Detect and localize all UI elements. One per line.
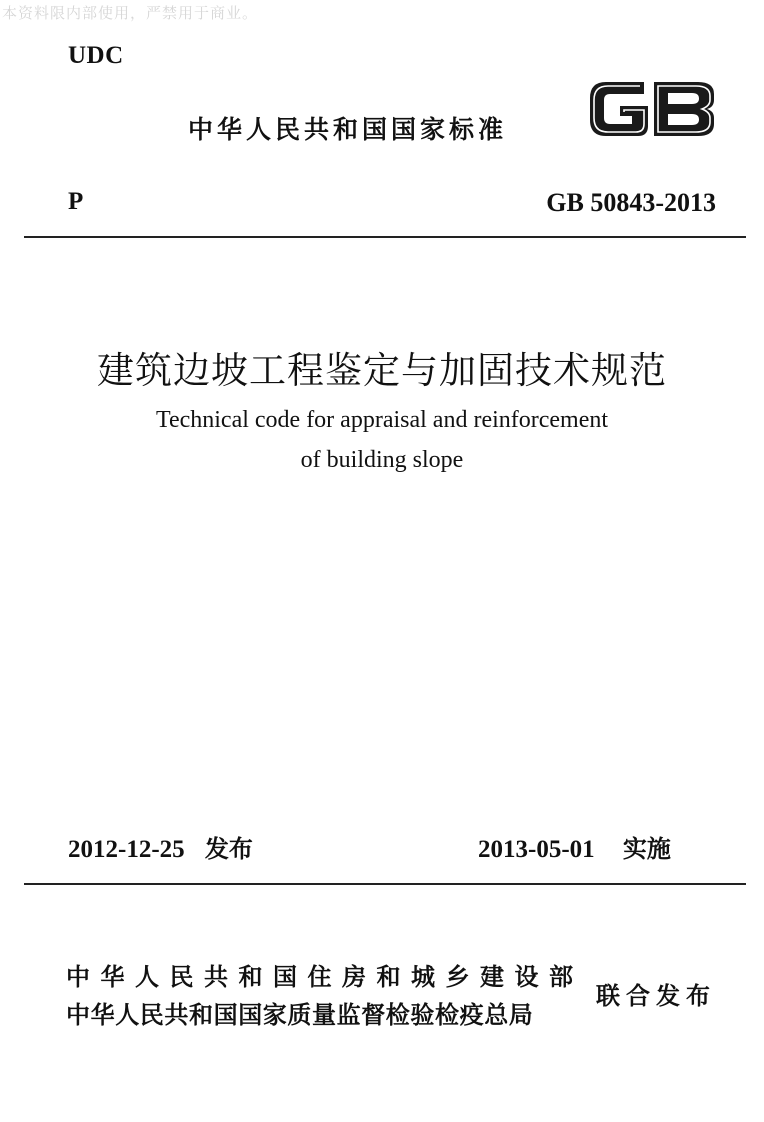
bottom-divider	[24, 883, 746, 885]
issue-date: 2012-12-25	[68, 836, 185, 863]
udc-label: UDC	[68, 42, 124, 69]
standard-type-label: 中华人民共和国国家标准	[188, 115, 508, 144]
joint-issue-label: 联合发布	[596, 982, 716, 1010]
title-english-line2: of building slope	[300, 447, 464, 473]
issuer-ministry: 中华人民共和国住房和城乡建设部	[66, 963, 584, 991]
implement-date: 2013-05-01	[478, 836, 595, 863]
issue-date-block	[68, 829, 253, 864]
issuer-aqsiq: 中华人民共和国国家质量监督检验检疫总局	[66, 1001, 534, 1029]
standard-number: GB 50843-2013	[546, 188, 716, 217]
implement-label: 实施	[622, 835, 671, 863]
watermark-text: 本资料限内部使用，严禁用于商业。	[2, 4, 259, 22]
title-english-line1: Technical code for appraisal and reinforcement	[155, 407, 609, 433]
gb-logo-icon	[586, 76, 718, 140]
implement-date-block	[478, 829, 671, 864]
top-divider	[24, 236, 746, 238]
issue-label: 发布	[204, 835, 253, 863]
classification-code: P	[68, 188, 84, 215]
title-chinese: 建筑边坡工程鉴定与加固技术规范	[97, 349, 667, 392]
